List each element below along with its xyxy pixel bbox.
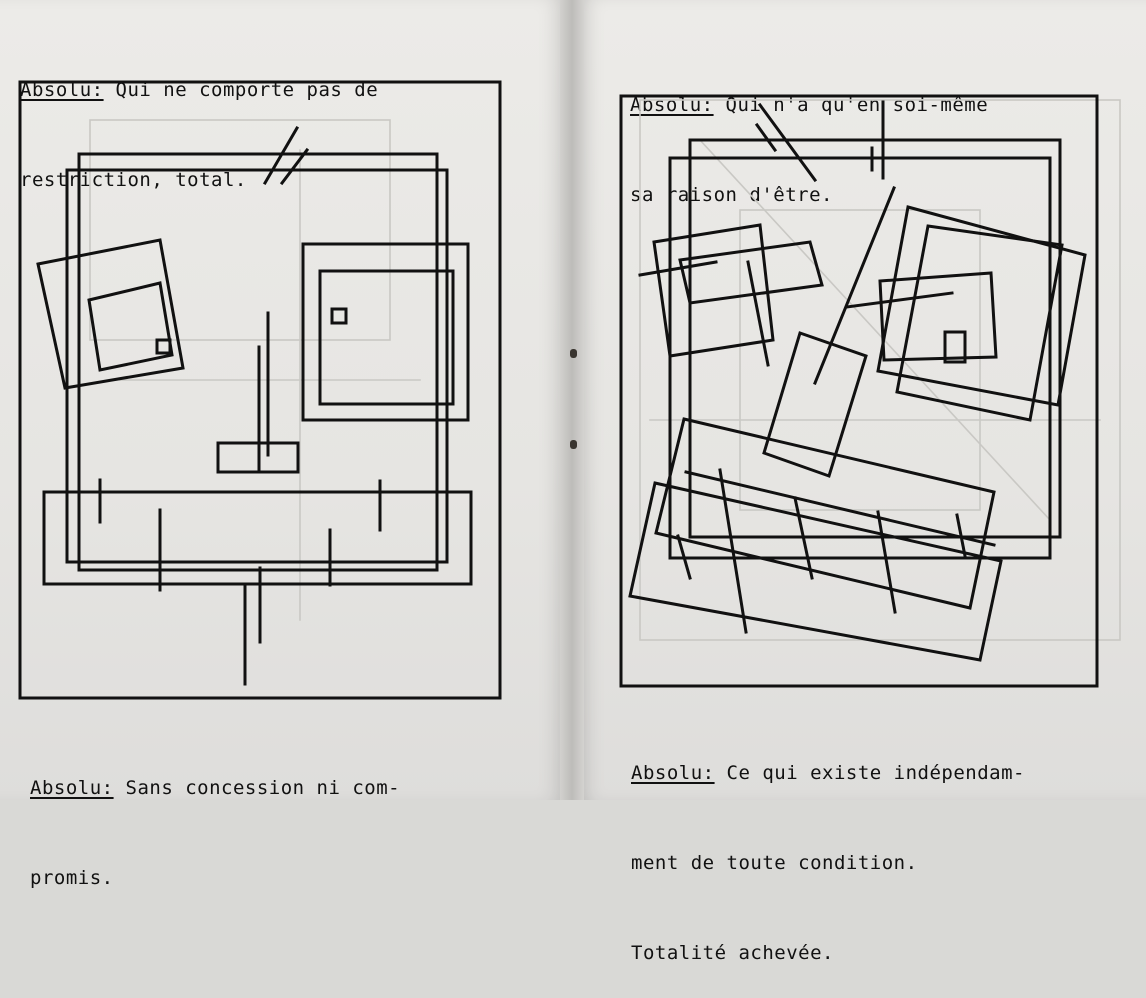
caption-text-line2: promis. [30, 867, 114, 889]
caption-text: Ce qui existe indépendam- [714, 762, 1025, 784]
caption-keyword: Absolu: [30, 777, 114, 799]
right-right-tilted-c [880, 273, 996, 360]
caption-keyword: Absolu: [630, 94, 714, 116]
caption-text-line2: sa raison d'être. [630, 184, 833, 206]
right-diag-bar [686, 472, 994, 545]
right-tick-2 [757, 125, 775, 150]
caption-text: Qui ne comporte pas de [103, 79, 379, 101]
right-bottom-caption [631, 698, 1025, 998]
caption-keyword: Absolu: [20, 79, 104, 101]
right-left-tilted-a [654, 225, 773, 356]
right-right-tilted-a [878, 207, 1085, 405]
right-bottom-tilted-a [656, 419, 994, 608]
right-large-square-b [690, 140, 1060, 537]
caption-text: Qui n'a qu'en soi-même [713, 94, 989, 116]
caption-text-line2: ment de toute condition. [631, 852, 918, 874]
caption-text-line3: Totalité achevée. [631, 942, 834, 964]
right-outer-frame [621, 96, 1097, 686]
caption-text: Sans concession ni com- [113, 777, 401, 799]
right-vert-b4 [878, 512, 895, 612]
right-vertical-rect [764, 333, 866, 476]
caption-text-line2: restriction, total. [20, 169, 247, 191]
right-crossbar-1 [640, 262, 716, 275]
caption-keyword: Absolu: [631, 762, 715, 784]
right-crossbar-2 [847, 293, 952, 307]
right-vert-b2 [720, 470, 746, 632]
